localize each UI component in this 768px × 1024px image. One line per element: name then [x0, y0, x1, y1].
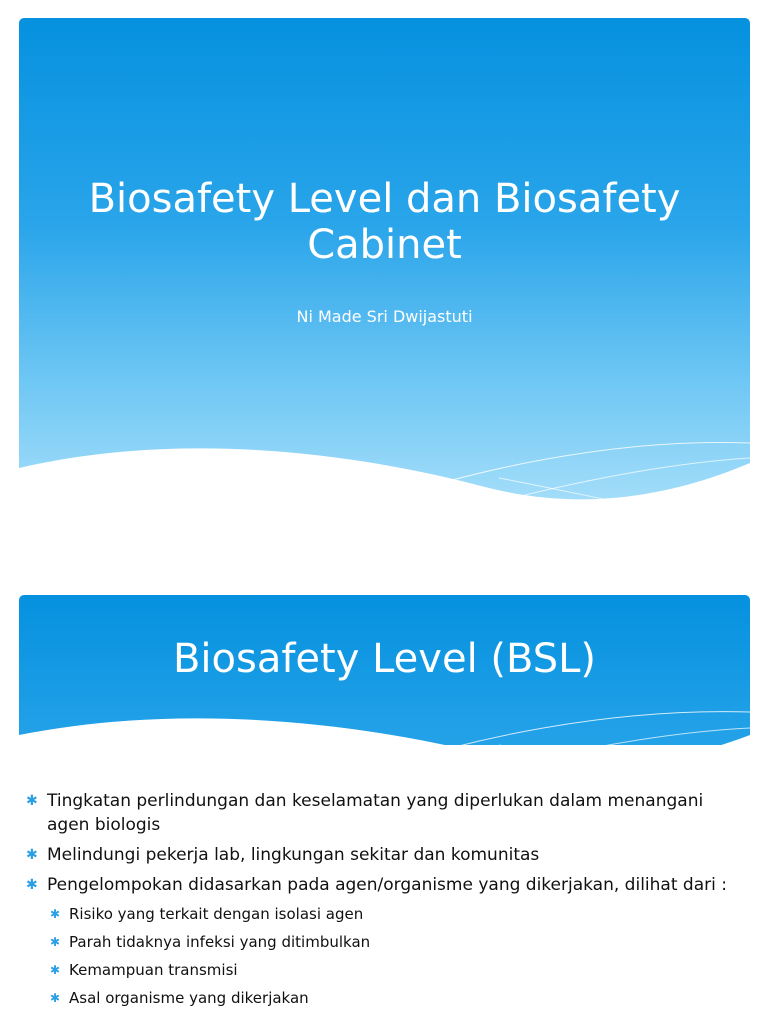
list-item	[19, 843, 750, 867]
sub-list-item	[19, 959, 750, 981]
asterisk-icon: ✱	[50, 907, 61, 921]
asterisk-icon: ✱	[50, 991, 61, 1005]
asterisk-icon: ✱	[26, 793, 38, 809]
wave-decoration	[19, 690, 750, 800]
asterisk-icon: ✱	[50, 935, 61, 949]
content-slide	[19, 595, 750, 1024]
bullet-list	[19, 789, 750, 1015]
sub-bullet-text: Parah tidaknya infeksi yang ditimbulkan	[69, 933, 371, 951]
bullet-text: Melindungi pekerja lab, lingkungan sekitar dan komunitas	[47, 845, 540, 865]
sub-list-item	[19, 987, 750, 1009]
bullet-text: Tingkatan perlindungan dan keselamatan yang diperlukan dalam menangani agen biologis	[47, 791, 704, 835]
asterisk-icon: ✱	[50, 963, 61, 977]
sub-bullet-text: Risiko yang terkait dengan isolasi agen	[69, 905, 364, 923]
list-item	[19, 873, 750, 897]
asterisk-icon: ✱	[26, 847, 38, 863]
sub-list-item	[19, 903, 750, 925]
slide-subtitle: Ni Made Sri Dwijastuti	[296, 307, 473, 326]
sub-bullet-text: Kemampuan transmisi	[69, 961, 238, 979]
bullet-text: Pengelompokan didasarkan pada agen/organisme yang dikerjakan, dilihat dari :	[47, 875, 727, 895]
sub-list-item	[19, 931, 750, 953]
sub-bullet-text: Asal organisme yang dikerjakan	[69, 989, 309, 1007]
slide-title: Biosafety Level dan Biosafety Cabinet	[88, 176, 681, 268]
wave-decoration	[19, 418, 750, 538]
slide-title: Biosafety Level (BSL)	[172, 636, 597, 682]
list-item	[19, 789, 750, 837]
asterisk-icon: ✱	[26, 877, 38, 893]
title-slide	[19, 18, 750, 538]
